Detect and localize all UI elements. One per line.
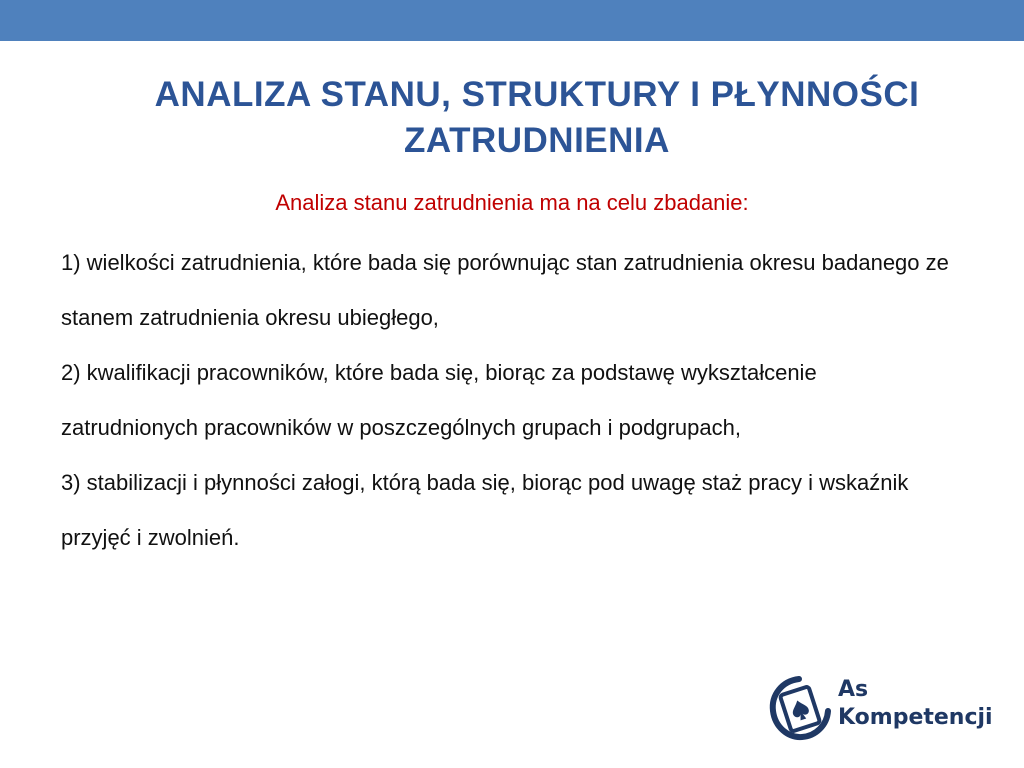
paragraph-1: 1) wielkości zatrudnienia, które bada się porównując stan zatrudnienia okresu badanego ze [61, 250, 949, 275]
paragraph-3: 2) kwalifikacji pracowników, które bada się, biorąc za podstawę wykształcenie [61, 360, 817, 385]
card-spade-icon [768, 673, 832, 743]
logo [768, 673, 1000, 743]
paragraph-5: 3) stabilizacji i płynności załogi, którą bada się, biorąc pod uwagę staż pracy i wskaźnik [61, 470, 909, 495]
paragraph-4: zatrudnionych pracowników w poszczególnych grupach i podgrupach, [61, 415, 741, 440]
top-bar [0, 0, 1024, 41]
logo-text-kompetencji: Kompetencji [838, 705, 993, 730]
paragraph-2: stanem zatrudnienia okresu ubiegłego, [61, 305, 439, 330]
slide-body [61, 246, 961, 576]
logo-text-as: As [838, 677, 869, 702]
slide-subtitle: Analiza stanu zatrudnienia ma na celu zbadanie: [275, 190, 749, 215]
paragraph-6: przyjęć i zwolnień. [61, 525, 240, 550]
slide-title: ANALIZA STANU, STRUKTURY I PŁYNNOŚCI ZATRUDNIENIA [154, 75, 920, 160]
